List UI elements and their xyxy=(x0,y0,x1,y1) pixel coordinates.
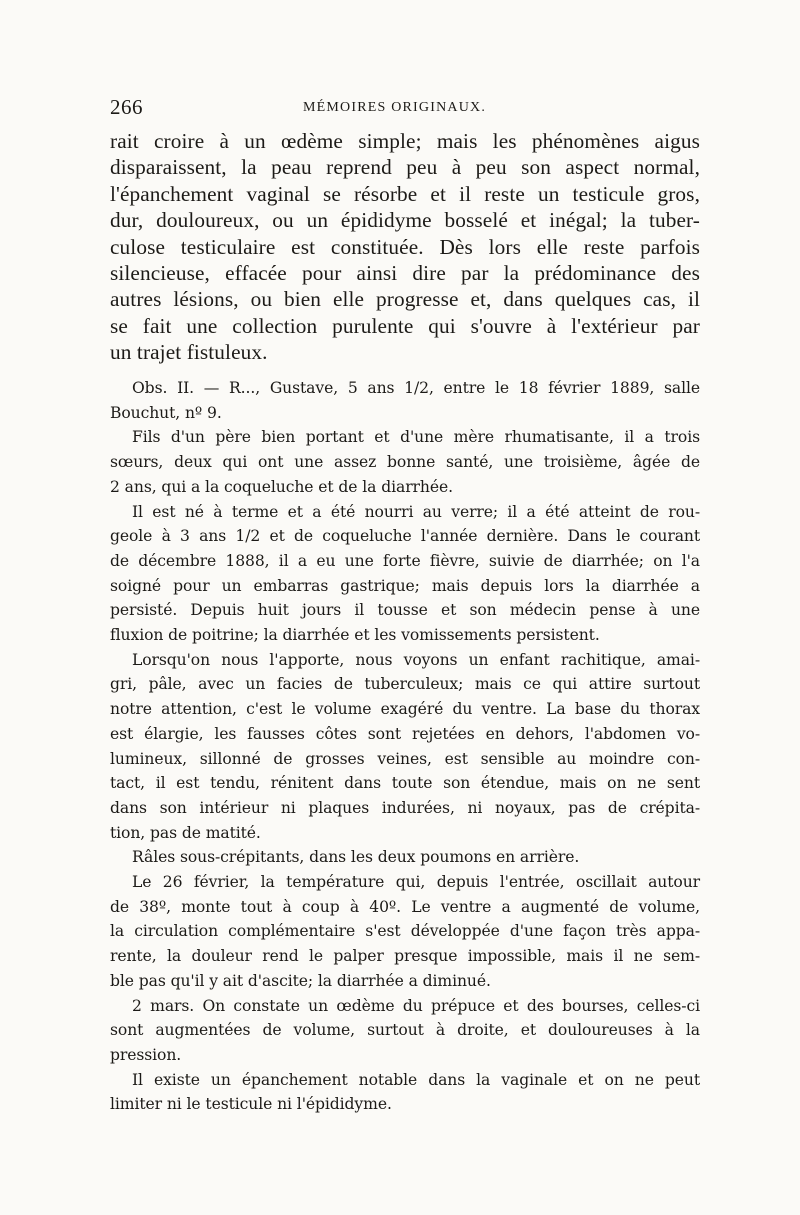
text-line: se fait une collection purulente qui s'ouvre à l'extérieur par xyxy=(110,313,700,338)
page-number: 266 xyxy=(110,95,143,119)
text-line: un trajet fistuleux. xyxy=(110,340,268,365)
observation-line: dans son intérieur ni plaques indurées, ni noyaux, pas de crépita- xyxy=(110,798,700,817)
observation-line: la circulation complémentaire s'est développée d'une façon très appa- xyxy=(110,922,700,941)
observation-line: gri, pâle, avec un facies de tuberculeux; mais ce qui attire surtout xyxy=(110,675,700,694)
observation-line: Il est né à terme et a été nourri au verre; il a été atteint de rou- xyxy=(132,502,700,521)
text-line: disparaissent, la peau reprend peu à peu son aspect normal, xyxy=(110,155,700,180)
observation-line: Le 26 février, la température qui, depuis l'entrée, oscillait autour xyxy=(132,873,700,892)
text-line: dur, douloureux, ou un épididyme bosselé et inégal; la tuber- xyxy=(110,208,700,233)
observation-line: Il existe un épanchement notable dans la vaginale et on ne peut xyxy=(132,1070,700,1089)
observation-line: Fils d'un père bien portant et d'une mère rhumatisante, il a trois xyxy=(132,428,700,447)
observation-line: est élargie, les fausses côtes sont rejetées en dehors, l'abdomen vo- xyxy=(110,724,700,743)
observation-line: notre attention, c'est le volume exagéré du ventre. La base du thorax xyxy=(110,700,700,719)
observation-line: 2 mars. On constate un œdème du prépuce et des bourses, celles-ci xyxy=(132,996,700,1015)
page-header xyxy=(110,95,700,125)
observation-line: sœurs, deux qui ont une assez bonne santé, une troisième, âgée de xyxy=(110,453,700,472)
observation-line: fluxion de poitrine; la diarrhée et les vomissements persistent. xyxy=(110,626,600,645)
observation-line: 2 ans, qui a la coqueluche et de la diarrhée. xyxy=(110,477,453,496)
observation-line: tact, il est tendu, rénitent dans toute son étendue, mais on ne sent xyxy=(110,774,700,793)
observation-line: rente, la douleur rend le palper presque impossible, mais il ne sem- xyxy=(110,947,700,966)
observation-line: Obs. II. — R..., Gustave, 5 ans 1/2, entre le 18 février 1889, salle xyxy=(132,379,700,397)
observation-line: pression. xyxy=(110,1045,182,1064)
observation-section xyxy=(110,376,700,1117)
observation-line: limiter ni le testicule ni l'épididyme. xyxy=(110,1095,392,1114)
observation-line: soigné pour un embarras gastrique; mais depuis lors la diarrhée a xyxy=(110,576,700,595)
observation-line: tion, pas de matité. xyxy=(110,823,261,842)
text-line: l'épanchement vaginal se résorbe et il reste un testicule gros, xyxy=(110,181,700,206)
observation-line: ble pas qu'il y ait d'ascite; la diarrhée a diminué. xyxy=(110,971,491,990)
observation-line: Bouchut, nº 9. xyxy=(110,403,222,422)
observation-line: geole à 3 ans 1/2 et de coqueluche l'année dernière. Dans le courant xyxy=(110,527,700,546)
observation-line: lumineux, sillonné de grosses veines, est sensible au moindre con- xyxy=(110,749,700,768)
text-line: culose testiculaire est constituée. Dès lors elle reste parfois xyxy=(110,234,700,259)
observation-line: sont augmentées de volume, surtout à droite, et douloureuses à la xyxy=(110,1021,700,1040)
text-line: rait croire à un œdème simple; mais les phénomènes aigus xyxy=(110,129,700,153)
paragraph-main xyxy=(110,128,700,366)
observation-line: de 38º, monte tout à coup à 40º. Le ventre a augmenté de volume, xyxy=(110,897,700,916)
observation-line: de décembre 1888, il a eu une forte fièvre, suivie de diarrhée; on l'a xyxy=(110,551,700,570)
text-line: silencieuse, effacée pour ainsi dire par la prédominance des xyxy=(110,261,700,286)
running-title: MÉMOIRES ORIGINAUX. xyxy=(303,100,487,115)
observation-line: Râles sous-crépitants, dans les deux poumons en arrière. xyxy=(132,848,580,867)
text-line: autres lésions, ou bien elle progresse et, dans quelques cas, il xyxy=(110,287,700,312)
observation-line: persisté. Depuis huit jours il tousse et son médecin pense à une xyxy=(110,601,700,620)
observation-line: Lorsqu'on nous l'apporte, nous voyons un enfant rachitique, amai- xyxy=(132,650,700,669)
